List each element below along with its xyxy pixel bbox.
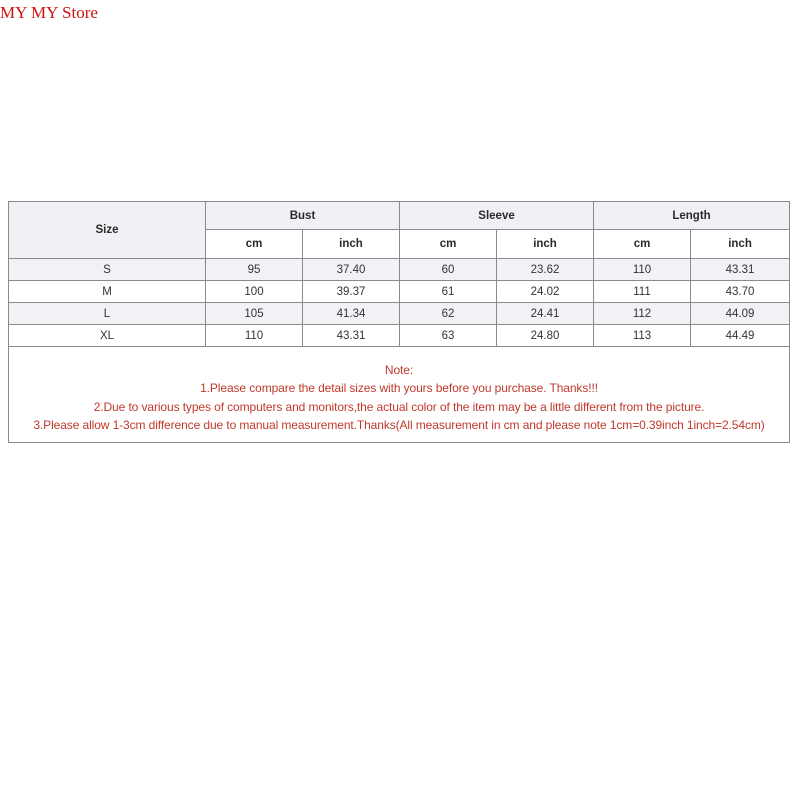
notes-row [9, 347, 790, 443]
table-cell: 61 [400, 281, 497, 303]
table-cell: 110 [206, 325, 303, 347]
unit-header: cm [206, 230, 303, 259]
unit-header: inch [303, 230, 400, 259]
table-cell: 105 [206, 303, 303, 325]
table-cell: 43.31 [691, 259, 790, 281]
table-cell: 24.80 [497, 325, 594, 347]
table-row [9, 325, 790, 347]
table-row [9, 303, 790, 325]
table-cell: 112 [594, 303, 691, 325]
size-column-header: Size [9, 202, 206, 259]
unit-header: inch [497, 230, 594, 259]
table-cell: 41.34 [303, 303, 400, 325]
notes-cell [9, 347, 790, 443]
sleeve-group-header: Sleeve [400, 202, 594, 230]
table-cell: 113 [594, 325, 691, 347]
table-cell: 110 [594, 259, 691, 281]
note-line-1: 1.Please compare the detail sizes with yours before you purchase. Thanks!!! [200, 381, 598, 395]
size-chart-table [8, 201, 790, 443]
table-cell: 37.40 [303, 259, 400, 281]
unit-header: cm [594, 230, 691, 259]
table-cell: M [9, 281, 206, 303]
table-cell: 24.02 [497, 281, 594, 303]
notes-title: Note: [384, 362, 414, 377]
table-cell: 95 [206, 259, 303, 281]
note-line-2: 2.Due to various types of computers and monitors,the actual color of the item may be a little different from the picture. [93, 399, 705, 414]
table-row [9, 259, 790, 281]
unit-header: cm [400, 230, 497, 259]
table-cell: 39.37 [303, 281, 400, 303]
table-cell: 62 [400, 303, 497, 325]
table-row [9, 281, 790, 303]
table-cell: 111 [594, 281, 691, 303]
table-cell: 63 [400, 325, 497, 347]
table-cell: S [9, 259, 206, 281]
table-cell: 24.41 [497, 303, 594, 325]
note-line-3: 3.Please allow 1-3cm difference due to manual measurement.Thanks(All measurement in cm and please note 1cm=0.39inch 1inch=2.54cm) [33, 418, 765, 432]
table-cell: 23.62 [497, 259, 594, 281]
table-cell: 44.09 [691, 303, 790, 325]
table-cell: 44.49 [691, 325, 790, 347]
bust-group-header: Bust [206, 202, 400, 230]
table-header-row [9, 202, 790, 230]
table-cell: 100 [206, 281, 303, 303]
length-group-header: Length [594, 202, 790, 230]
table-cell: 43.70 [691, 281, 790, 303]
table-cell: XL [9, 325, 206, 347]
table-cell: 43.31 [303, 325, 400, 347]
table-cell: 60 [400, 259, 497, 281]
table-cell: L [9, 303, 206, 325]
unit-header: inch [691, 230, 790, 259]
store-name: MY MY Store [0, 3, 98, 22]
